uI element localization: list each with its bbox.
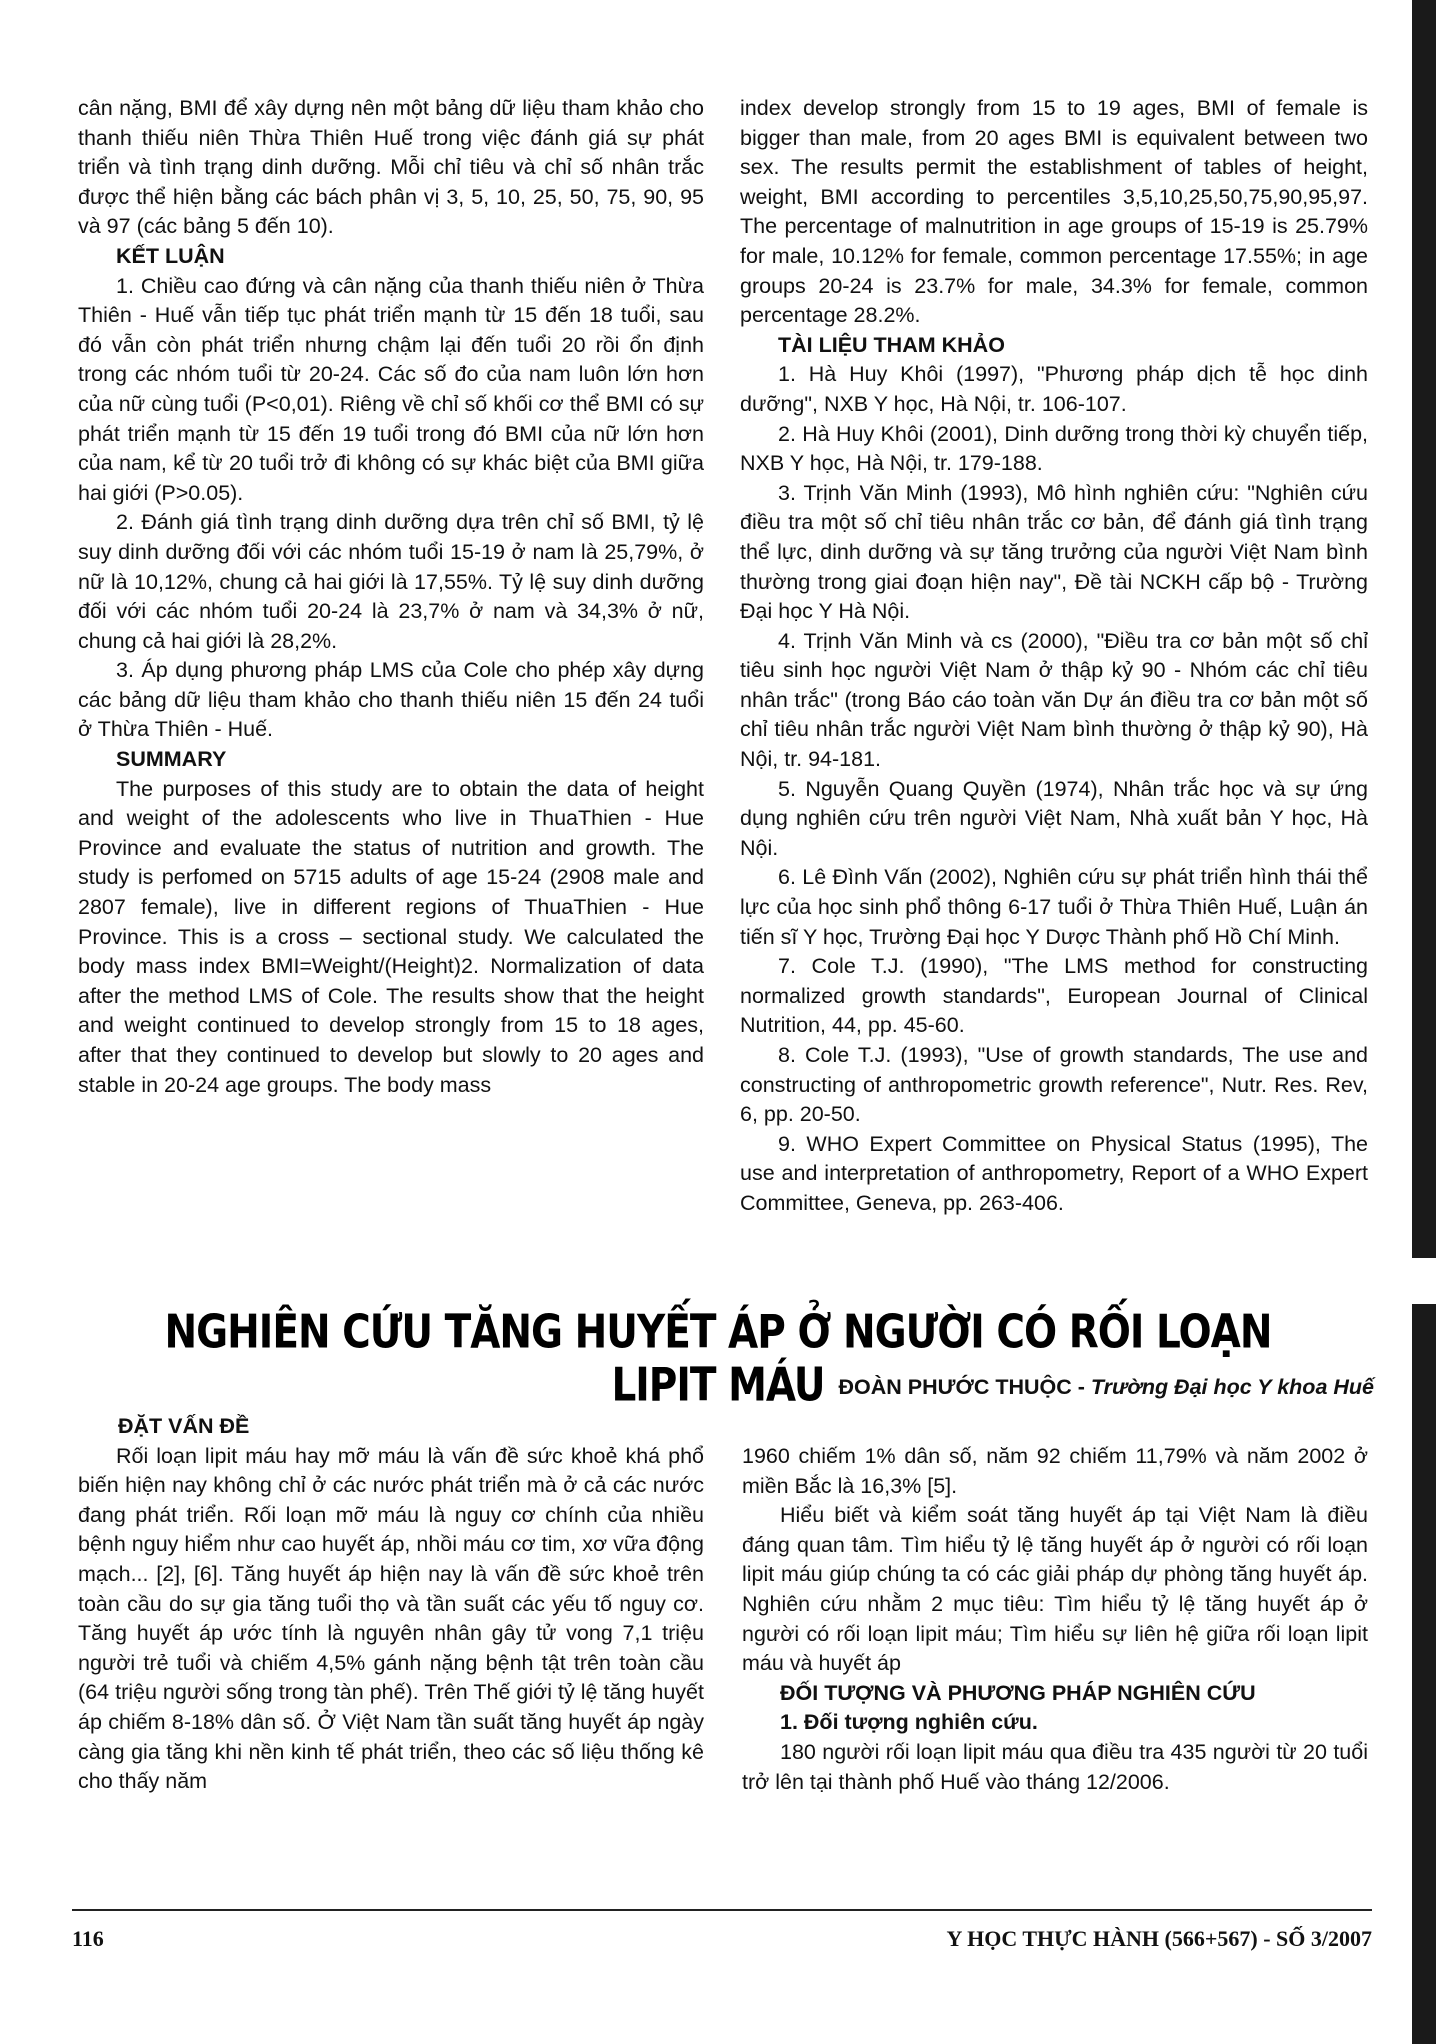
reference-1: 1. Hà Huy Khôi (1997), "Phương pháp dịch tễ học dinh dưỡng", NXB Y học, Hà Nội, tr. 106-107. — [740, 362, 1368, 416]
left-column-bottom — [78, 1412, 704, 1797]
journal-footer: Y HỌC THỰC HÀNH (566+567) - SỐ 3/2007 — [946, 1926, 1372, 1951]
article-byline: ĐOÀN PHƯỚC THUỘC - Trường Đại học Y khoa Huế — [838, 1375, 1374, 1399]
reference-8: 8. Cole T.J. (1993), "Use of growth standards, The use and constructing of anthropometric growth reference", Nutr. Res. Rev, 6, pp. 20-50. — [740, 1043, 1368, 1127]
scan-edge-gap — [1412, 1258, 1436, 1304]
author-name: ĐOÀN PHƯỚC THUỘC — [838, 1375, 1072, 1399]
reference-6: 6. Lê Đình Vấn (2002), Nghiên cứu sự phát triển hình thái thể lực của học sinh phổ thông 6-17 tuổi ở Thừa Thiên Huế, Luận án tiến sĩ Y học, Trường Đại học Y Dược Thành phố Hồ Chí Minh. — [740, 865, 1368, 949]
dat-van-de-paragraph: Rối loạn lipit máu hay mỡ máu là vấn đề sức khoẻ khá phổ biến hiện nay không chỉ ở các nước phát triển mà ở cả các nước đang phát triển. Rối loạn mỡ máu là nguy cơ chính của nhiều bệnh nguy hiểm như cao huyết áp, nhồi máu cơ tim, xơ vữa động mạch... [2], [6]. Tăng huyết áp hiện nay là vấn đề sức khoẻ trên toàn cầu do sự gia tăng tuổi thọ và tần suất các yếu tố nguy cơ. Tăng huyết áp ước tính là nguyên nhân gây tử vong 7,1 triệu người trẻ tuổi và chiếm 4,5% gánh nặng bệnh tật trên toàn cầu (64 triệu người sống trong tàn phế). Trên Thế giới tỷ lệ tăng huyết áp chiếm 8-18% dân số. Ở Việt Nam tần suất tăng huyết áp ngày càng gia tăng khi nền kinh tế phát triển, theo các số liệu thống kê cho thấy năm — [78, 1443, 704, 1794]
dat-van-de-heading: ĐẶT VẤN ĐỀ — [118, 1414, 250, 1438]
right-column-bottom — [742, 1442, 1368, 1797]
summary-paragraph: The purposes of this study are to obtain the data of height and weight of the adolescents who live in ThuaThien - Hue Province and evaluate the status of nutrition and growth. The study is perfomed on 5715 adults of age 15-24 (2908 male and 2807 female), live in different regions of ThuaThien - Hue Province. This is a cross – sectional study. We calculated the body mass index BMI=Weight/(Height)2. Normalization of data after the method LMS of Cole. The results show that the height and weight continued to develop strongly from 15 to 18 ages, after that they continued to develop but slowly to 20 ages and stable in 20-24 age groups. The body mass — [78, 776, 704, 1097]
scan-edge-shadow — [1412, 0, 1436, 2044]
dat-van-de-continuation: 1960 chiếm 1% dân số, năm 92 chiếm 11,79% và năm 2002 ở miền Bắc là 16,3% [5]. — [742, 1444, 1368, 1498]
conclusion-3: 3. Áp dụng phương pháp LMS của Cole cho phép xây dựng các bảng dữ liệu tham khảo cho thanh thiếu niên 15 đến 24 tuổi ở Thừa Thiên - Huế. — [78, 658, 704, 742]
reference-4: 4. Trịnh Văn Minh và cs (2000), "Điều tra cơ bản một số chỉ tiêu sinh học người Việt Nam ở thập kỷ 90 - Nhóm các chỉ tiêu nhân trắc" (trong Báo cáo toàn văn Dự án điều tra cơ bản một số chỉ tiêu nhân trắc người Việt Nam bình thường ở thập kỷ 90), Hà Nội, tr. 94-181. — [740, 628, 1368, 772]
left-column-top — [78, 94, 704, 1100]
reference-5: 5. Nguyễn Quang Quyền (1974), Nhân trắc học và sự ứng dụng nghiên cứu trên người Việt Nam, Nhà xuất bản Y học, Hà Nội. — [740, 776, 1368, 860]
reference-7: 7. Cole T.J. (1990), "The LMS method for constructing normalized growth standards", European Journal of Clinical Nutrition, 44, pp. 45-60. — [740, 954, 1368, 1038]
reference-3: 3. Trịnh Văn Minh (1993), Mô hình nghiên cứu: "Nghiên cứu điều tra một số chỉ tiêu nhân trắc cơ bản, để đánh giá tình trạng thể lực, dinh dưỡng và sự tăng trưởng của người Việt Nam bình thường trong giai đoạn hiện nay", Đề tài NCKH cấp bộ - Trường Đại học Y Hà Nội. — [740, 480, 1368, 624]
subjects-heading: 1. Đối tượng nghiên cứu. — [780, 1710, 1038, 1735]
ket-luan-heading: KẾT LUẬN — [116, 243, 225, 268]
objectives-paragraph: Hiểu biết và kiểm soát tăng huyết áp tại Việt Nam là điều đáng quan tâm. Tìm hiểu tỷ lệ tăng huyết áp ở người có rối loạn lipit máu giúp chúng ta có các giải pháp dự phòng tăng huyết áp. Nghiên cứu nhằm 2 mục tiêu: Tìm hiểu tỷ lệ tăng huyết áp ở người có rối loạn lipit máu; Tìm hiểu sự liên hệ giữa rối loạn lipit máu và huyết áp — [742, 1503, 1368, 1676]
summary-heading: SUMMARY — [116, 747, 227, 772]
summary-continuation: index develop strongly from 15 to 19 ages, BMI of female is bigger than male, from 20 ages BMI is equivalent between two sex. The results permit the establishment of tables of height, weight, BMI according to percentiles 3,5,10,25,50,75,90,95,97. The percentage of malnutrition in age groups of 15-19 is 25.79% for male, 10.12% for female, common percentage 17.55%; in age groups 20-24 is 23.7% for male, 34.3% for female, common percentage 28.2%. — [740, 96, 1368, 328]
footer-rule — [72, 1909, 1372, 1911]
right-column-top — [740, 94, 1368, 1219]
page-number: 116 — [72, 1926, 104, 1951]
methods-heading: ĐỐI TƯỢNG VÀ PHƯƠNG PHÁP NGHIÊN CỨU — [780, 1680, 1256, 1705]
author-affiliation: Trường Đại học Y khoa Huế — [1090, 1375, 1374, 1399]
reference-2: 2. Hà Huy Khôi (2001), Dinh dưỡng trong thời kỳ chuyển tiếp, NXB Y học, Hà Nội, tr. 179-188. — [740, 421, 1368, 476]
conclusion-2: 2. Đánh giá tình trạng dinh dưỡng dựa trên chỉ số BMI, tỷ lệ suy dinh dưỡng đối với các nhóm tuổi 15-19 ở nam là 25,79%, ở nữ là 10,12%, chung cả hai giới là 17,55%. Tỷ lệ suy dinh dưỡng đối với các nhóm tuổi 20-24 là 23,7% ở nam và 34,3% ở nữ, chung cả hai giới là 28,2%. — [78, 510, 704, 653]
conclusion-1: 1. Chiều cao đứng và cân nặng của thanh thiếu niên ở Thừa Thiên - Huế vẫn tiếp tục phát triển mạnh từ 15 đến 18 tuổi, sau đó vẫn còn phát triển nhưng chậm lại đến tuổi 20 rồi ổn định trong các nhóm tuổi từ 20-24. Các số đo của nam luôn lớn hơn của nữ cùng tuổi (P<0,01). Riêng về chỉ số khối cơ thể BMI có sự phát triển mạnh từ 15 đến 19 tuổi trong đó BMI của nữ lớn hơn của nam, kể từ 20 tuổi trở đi không có sự khác biệt của BMI giữa hai giới (P>0.05). — [78, 273, 704, 505]
subjects-paragraph: 180 người rối loạn lipit máu qua điều tra 435 người từ 20 tuổi trở lên tại thành phố Huế vào tháng 12/2006. — [742, 1739, 1368, 1794]
reference-9: 9. WHO Expert Committee on Physical Status (1995), The use and interpretation of anthropometry, Report of a WHO Expert Committee, Geneva, pp. 263-406. — [740, 1131, 1368, 1215]
intro-paragraph: cân nặng, BMI để xây dựng nên một bảng dữ liệu tham khảo cho thanh thiếu niên Thừa Thiên Huế trong việc đánh giá sự phát triển và tình trạng dinh dưỡng. Mỗi chỉ tiêu và chỉ số nhân trắc được thể hiện bằng các bách phân vị 3, 5, 10, 25, 50, 75, 90, 95 và 97 (các bảng 5 đến 10). — [78, 96, 704, 239]
references-heading: TÀI LIỆU THAM KHẢO — [778, 332, 1005, 357]
article-title: NGHIÊN CỨU TĂNG HUYẾT ÁP Ở NGƯỜI CÓ RỐI LOẠN LIPIT MÁU — [164, 1306, 1272, 1413]
